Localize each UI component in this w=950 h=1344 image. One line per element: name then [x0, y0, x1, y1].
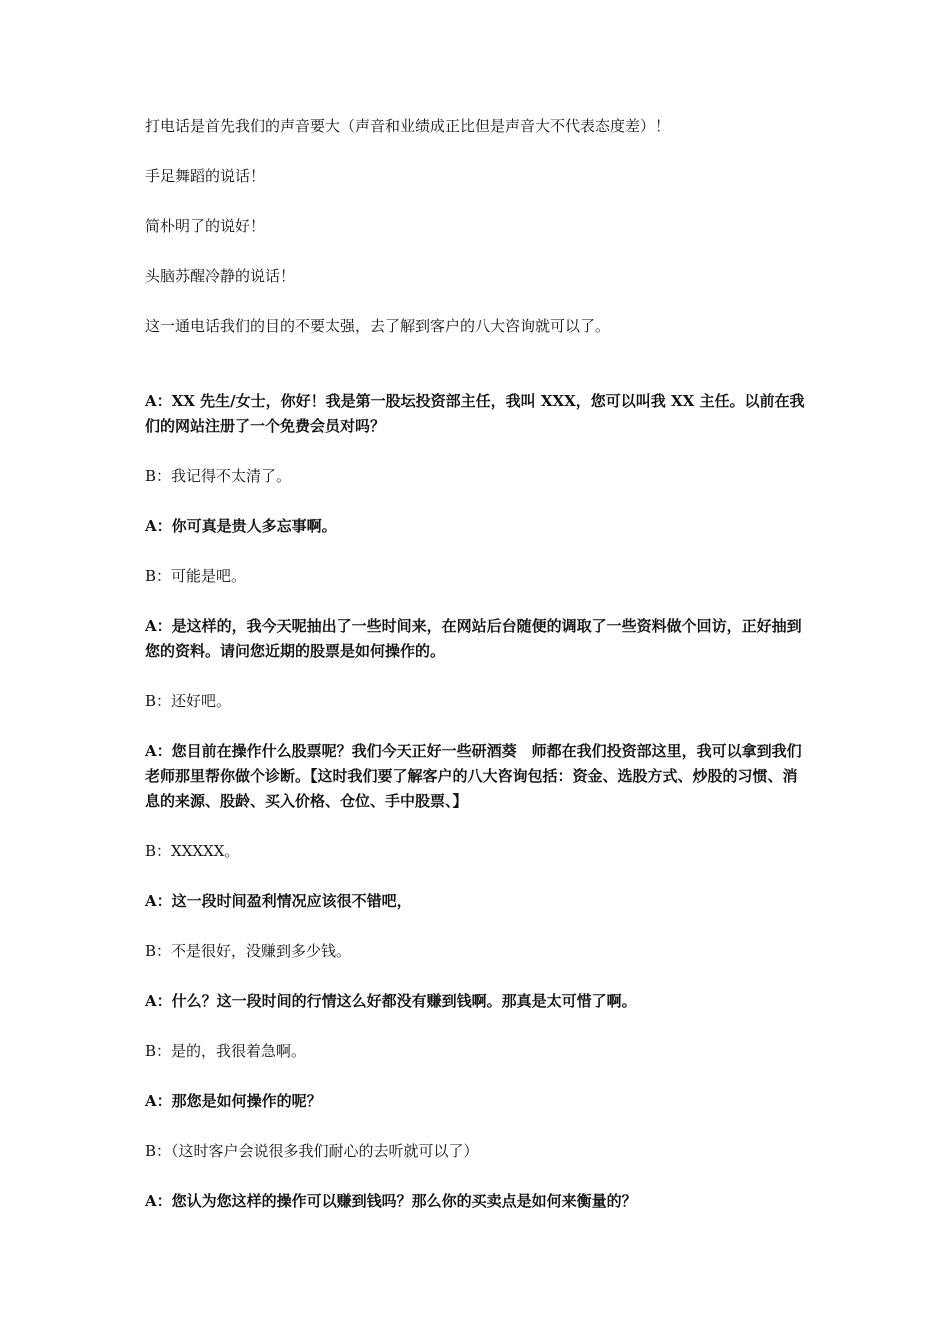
dialogue-line-a: A：这一段时间盈利情况应该很不错吧， [145, 892, 412, 910]
dialogue-line-a: A：是这样的，我今天呢抽出了一些时间来，在网站后台随便的调取了一些资料做个回访，正好抽到您的资料。请问您近期的股票是如何操作的。 [145, 617, 802, 660]
dialogue-line-b: B：可能是吧。 [145, 567, 247, 585]
dialogue-line-a: A：那您是如何操作的呢？ [145, 1092, 322, 1110]
dialogue-line-a: A：什么？这一段时间的行情这么好都没有赚到钱啊。那真是太可惜了啊。 [145, 992, 637, 1010]
dialogue-line-b: B：还好吧。 [145, 692, 232, 710]
dialogue-line-b: B：不是很好，没赚到多少钱。 [145, 942, 352, 960]
dialogue-line-a: A：您认为您这样的操作可以赚到钱吗？那么你的买卖点是如何来衡量的？ [145, 1192, 637, 1210]
intro-paragraph: 简朴明了的说好！ [145, 217, 266, 235]
dialogue-line-b: B：我记得不太清了。 [145, 467, 292, 485]
intro-paragraph: 头脑苏醒冷静的说话！ [145, 267, 296, 285]
intro-paragraph: 打电话是首先我们的声音要大（声音和业绩成正比但是声音大不代表态度差）！ [145, 117, 671, 135]
document-body [145, 114, 810, 1214]
dialogue-line-a: A：XX 先生/女士，你好！我是第一股坛投资部主任，我叫 XXX，您可以叫我 XX 主任。以前在我们的网站注册了一个免费会员对吗？ [145, 392, 805, 435]
dialogue-line-b: B：是的，我很着急啊。 [145, 1042, 307, 1060]
dialogue-line-a: A：你可真是贵人多忘事啊。 [145, 517, 337, 535]
dialogue-line-a: A：您目前在操作什么股票呢？我们今天正好一些研酒葵 师都在我们投资部这里，我可以拿到我们老师那里帮你做个诊断。【这时我们要了解客户的八大咨询包括：资金、选股方式、炒股的习惯、消息的来源、股龄、买入价格、仓位、手中股票、】 [145, 742, 802, 810]
intro-paragraph: 这一通电话我们的目的不要太强，去了解到客户的八大咨询就可以了。 [145, 317, 611, 335]
intro-paragraph: 手足舞蹈的说话！ [145, 167, 266, 185]
dialogue-line-b: B：XXXXX。 [145, 842, 240, 860]
dialogue-line-b: B：（这时客户会说很多我们耐心的去听就可以了） [145, 1142, 479, 1160]
